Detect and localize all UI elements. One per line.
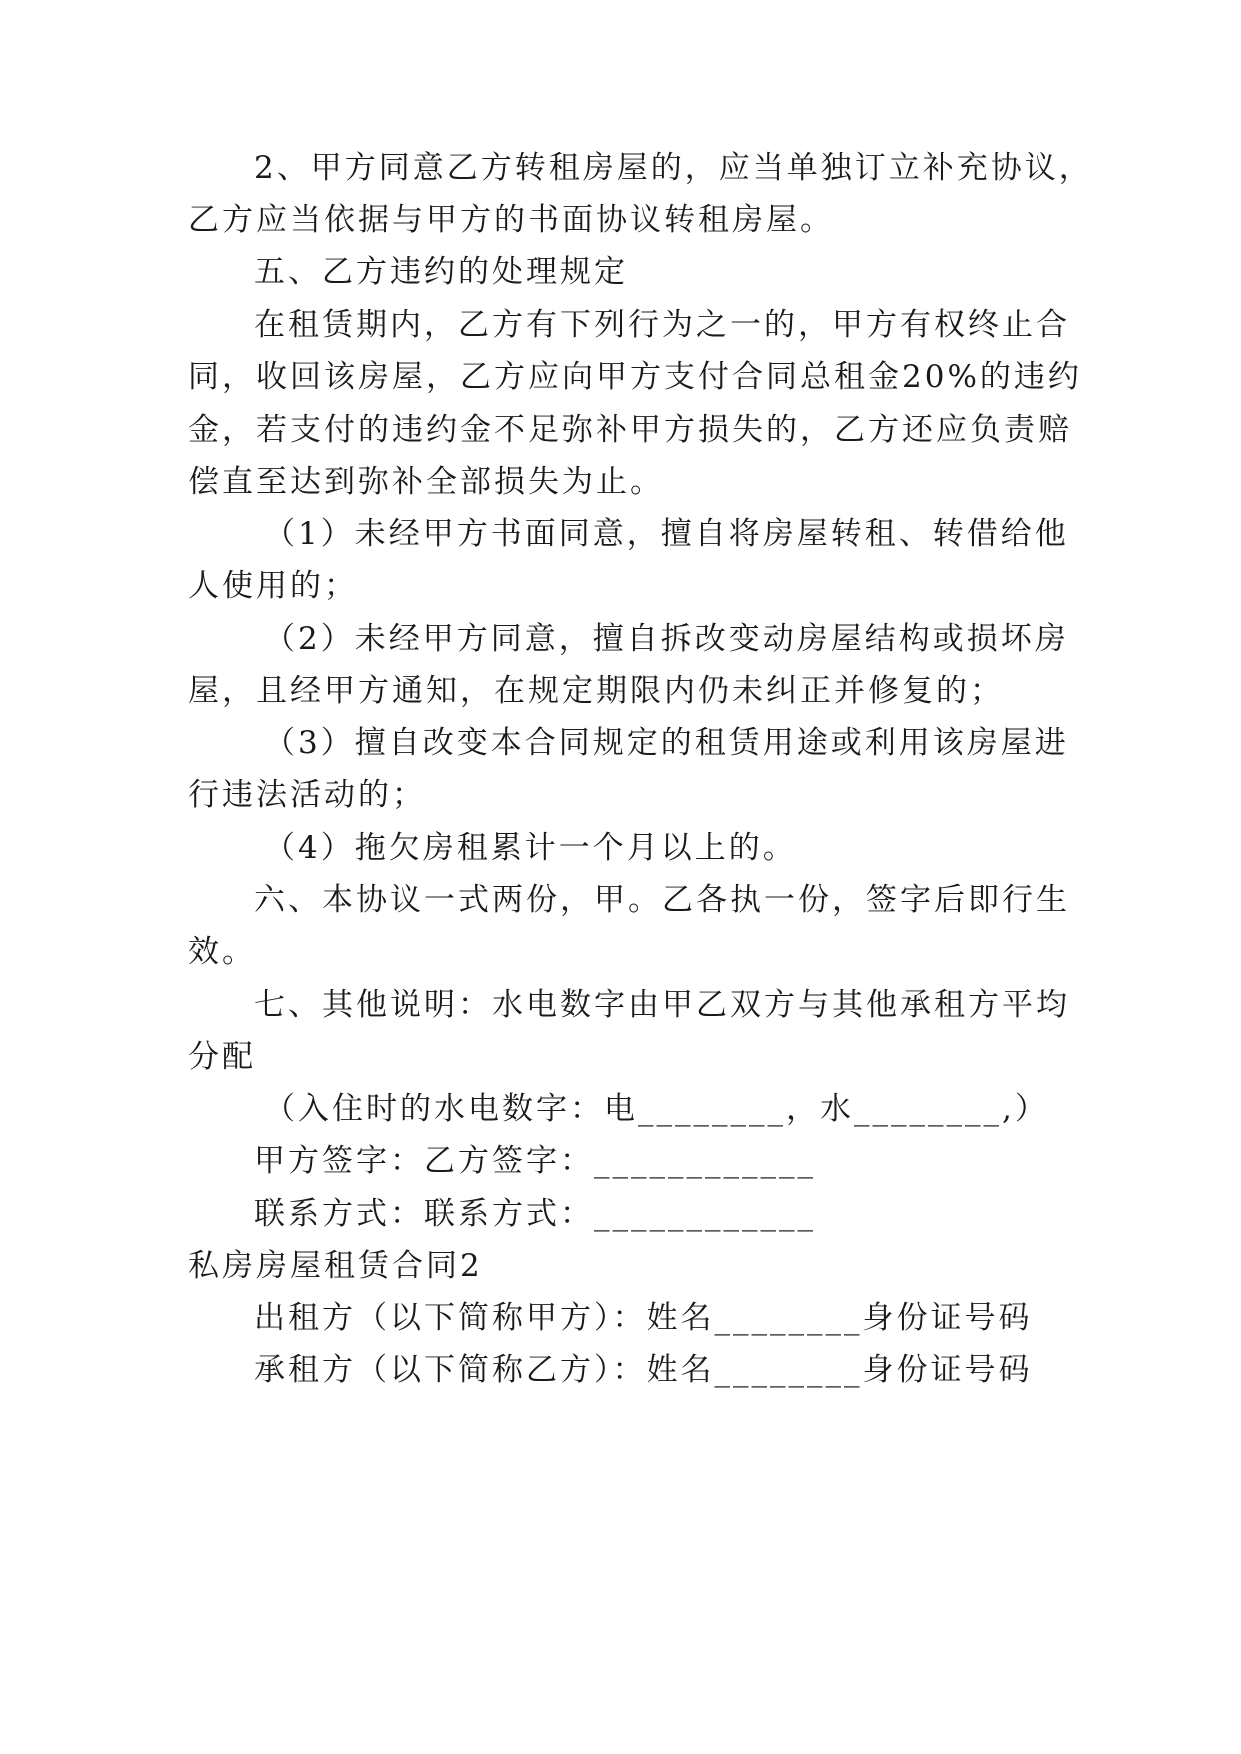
item-2-line-1: （2）未经甲方同意，擅自拆改变动房屋结构或损坏房 xyxy=(264,621,1069,657)
section-6-line-2: 效。 xyxy=(188,934,256,970)
item-1-line-1: （1）未经甲方书面同意，擅自将房屋转租、转借给他 xyxy=(264,516,1069,552)
section-5-heading: 五、乙方违约的处理规定 xyxy=(254,254,628,290)
item-1-line-2: 人使用的； xyxy=(188,568,358,604)
section-5-paragraph-line-3: 金，若支付的违约金不足弥补甲方损失的，乙方还应负责赔 xyxy=(188,412,1072,448)
clause-4-2-line-1: 2、甲方同意乙方转租房屋的，应当单独订立补充协议， xyxy=(254,150,1093,186)
section-6-line-1: 六、本协议一式两份，甲。乙各执一份，签字后即行生 xyxy=(254,882,1070,918)
contact-line: 联系方式：联系方式：____________ xyxy=(254,1196,816,1232)
section-7-line-1: 七、其他说明：水电数字由甲乙双方与其他承租方平均 xyxy=(254,987,1070,1023)
section-5-paragraph-line-4: 偿直至达到弥补全部损失为止。 xyxy=(188,464,664,500)
item-2-line-2: 屋，且经甲方通知，在规定期限内仍未纠正并修复的； xyxy=(188,673,1004,709)
contract-2-title: 私房房屋租赁合同2 xyxy=(188,1248,483,1284)
item-4-line: （4）拖欠房租累计一个月以上的。 xyxy=(264,830,797,866)
clause-4-2-line-2: 乙方应当依据与甲方的书面协议转租房屋。 xyxy=(188,202,834,238)
section-7-line-2: 分配 xyxy=(188,1039,256,1075)
lessee-line: 承租方（以下简称乙方）：姓名________身份证号码 xyxy=(254,1352,1033,1388)
section-5-paragraph-line-1: 在租赁期内，乙方有下列行为之一的，甲方有权终止合 xyxy=(254,307,1070,343)
item-3-line-2: 行违法活动的； xyxy=(188,777,426,813)
lessor-line: 出租方（以下简称甲方）：姓名________身份证号码 xyxy=(254,1300,1033,1336)
meter-readings-line: （入住时的水电数字：电________，水________,） xyxy=(264,1091,1049,1127)
section-5-paragraph-line-2: 同，收回该房屋，乙方应向甲方支付合同总租金20%的违约 xyxy=(188,359,1082,395)
item-3-line-1: （3）擅自改变本合同规定的租赁用途或利用该房屋进 xyxy=(264,725,1069,761)
signature-line: 甲方签字：乙方签字：____________ xyxy=(254,1143,816,1179)
